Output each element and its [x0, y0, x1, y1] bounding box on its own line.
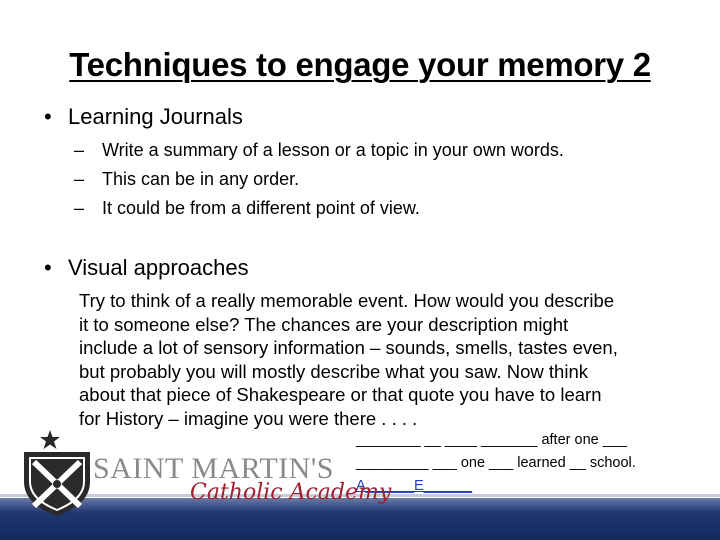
- school-logo: [18, 430, 392, 510]
- bullet-dot: •: [44, 104, 52, 129]
- paragraph-line: but probably you will mostly describe what you saw. Now think: [79, 360, 588, 382]
- paragraph-line: about that piece of Shakespeare or that quote you have to learn: [79, 384, 602, 406]
- logo-name: SAINT MARTIN'S: [93, 452, 334, 485]
- bullet-label: Visual approaches: [68, 255, 249, 280]
- paragraph-line: include a lot of sensory information – sounds, smells, tastes even,: [79, 337, 618, 359]
- slide-title: Techniques to engage your memory 2: [69, 46, 651, 83]
- sub-item: – It could be from a different point of view.: [74, 198, 420, 218]
- fill-in-line-1: ________ __ ____ _______ after one ___: [356, 432, 627, 448]
- fill-in-line-2: _________ ___ one ___ learned __ school.: [356, 455, 636, 471]
- sub-item: – Write a summary of a lesson or a topic in your own words.: [74, 140, 564, 160]
- visual-approaches-paragraph: [79, 289, 679, 431]
- paragraph-line: for History – imagine you were there . . . .: [79, 407, 418, 429]
- paragraph-line: it to someone else? The chances are your description might: [79, 313, 569, 335]
- bullet-label: Learning Journals: [68, 104, 243, 129]
- crest-icon: [18, 430, 98, 520]
- bullet-learning-journals: [44, 104, 243, 130]
- sub-item: – This can be in any order.: [74, 169, 300, 189]
- fill-in-line-3: A______E______: [356, 478, 473, 494]
- bullet-dot: •: [44, 255, 52, 280]
- paragraph-line: Try to think of a really memorable event. How would you describe: [79, 290, 615, 311]
- bullet-visual-approaches: [44, 255, 249, 281]
- logo-subtitle: Catholic Academy: [190, 480, 392, 505]
